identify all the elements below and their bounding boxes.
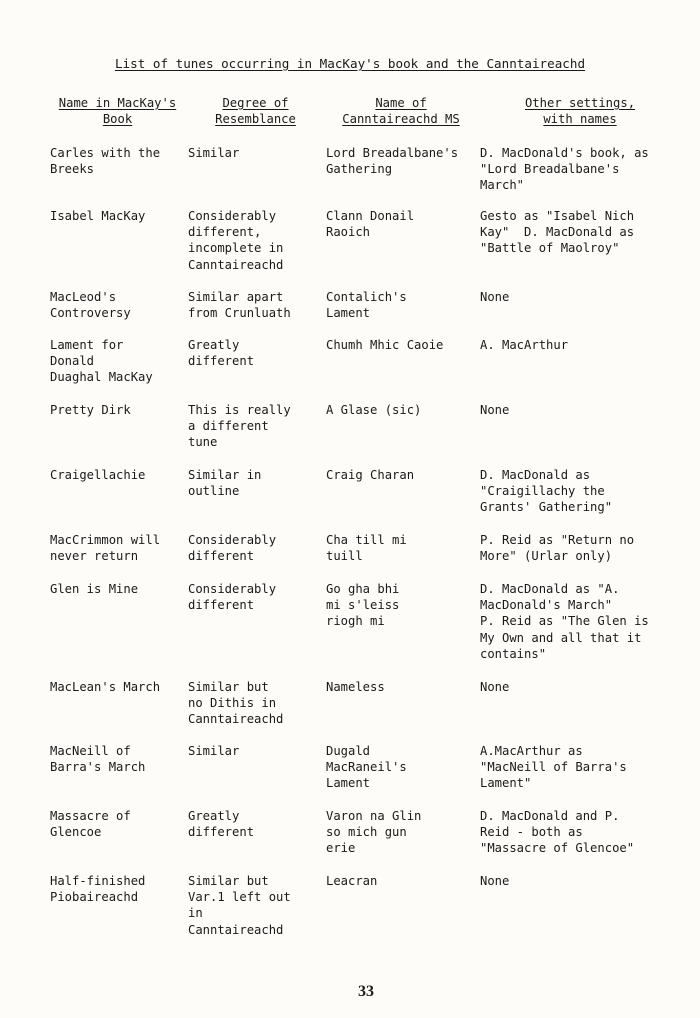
- cell-line: Similar: [188, 744, 240, 758]
- cell-line: MacLean's March: [50, 680, 161, 694]
- cell-line: Canntaireachd: [188, 257, 284, 272]
- cell-canntaireachd: [326, 402, 476, 418]
- cell-line: Chumh Mhic Caoie: [326, 338, 444, 352]
- cell-canntaireachd: [326, 581, 476, 630]
- cell-line: tuill: [326, 549, 363, 564]
- header-resemblance: Degree of Resemblance: [215, 96, 296, 126]
- cell-resemblance: [188, 532, 323, 564]
- cell-canntaireachd: [326, 337, 476, 353]
- cell-canntaireachd: [326, 679, 476, 695]
- cell-line: "MacNeill of Barra's: [480, 760, 627, 775]
- cell-line: from Crunluath: [188, 306, 291, 321]
- cell-line: March": [480, 178, 525, 193]
- cell-other: [480, 208, 680, 257]
- cell-line: Similar but: [188, 874, 269, 888]
- cell-other: [480, 532, 680, 564]
- header-mackay-name: Name in MacKay's Book: [58, 96, 177, 126]
- cell-line: Carles with the: [50, 146, 161, 160]
- cell-canntaireachd: [326, 873, 476, 889]
- cell-line: A Glase (sic): [326, 403, 422, 417]
- cell-line: MacDonald's March": [480, 598, 613, 613]
- cell-line: Duaghal MacKay: [50, 370, 153, 385]
- cell-resemblance: [188, 145, 323, 161]
- cell-line: Leacran: [326, 874, 378, 888]
- cell-other: [480, 289, 680, 305]
- cell-line: Lord Breadalbane's: [326, 146, 459, 160]
- cell-line: different: [188, 825, 255, 840]
- cell-line: More" (Urlar only): [480, 549, 613, 564]
- cell-resemblance: [188, 808, 323, 840]
- cell-line: Lament for: [50, 338, 124, 352]
- cell-line: Considerably: [188, 209, 277, 223]
- cell-line: Considerably: [188, 533, 277, 547]
- cell-line: different: [188, 354, 255, 369]
- cell-resemblance: [188, 743, 323, 759]
- cell-other: [480, 337, 680, 353]
- cell-canntaireachd: [326, 289, 476, 321]
- cell-line: Greatly: [188, 338, 240, 352]
- cell-line: Kay" D. MacDonald as: [480, 225, 635, 240]
- cell-resemblance: [188, 679, 323, 728]
- cell-line: Grants' Gathering": [480, 500, 613, 515]
- cell-line: Isabel MacKay: [50, 209, 146, 223]
- cell-name: [50, 581, 185, 597]
- cell-line: Var.1 left out: [188, 890, 291, 905]
- cell-line: D. MacDonald as: [480, 468, 591, 482]
- cell-name: [50, 743, 185, 775]
- cell-line: different: [188, 549, 255, 564]
- header-canntaireachd-name: Name of Canntaireachd MS: [342, 96, 460, 126]
- cell-line: None: [480, 680, 510, 694]
- cell-line: Go gha bhi: [326, 582, 400, 596]
- cell-line: D. MacDonald's book, as: [480, 146, 649, 160]
- cell-name: [50, 289, 185, 321]
- cell-line: Glencoe: [50, 825, 102, 840]
- cell-resemblance: [188, 581, 323, 613]
- cell-line: Nameless: [326, 680, 385, 694]
- cell-other: [480, 808, 680, 857]
- cell-line: MacLeod's: [50, 290, 117, 304]
- cell-other: [480, 743, 680, 792]
- cell-line: None: [480, 403, 510, 417]
- cell-name: [50, 145, 185, 177]
- cell-line: Massacre of: [50, 809, 131, 823]
- cell-line: "Battle of Maolroy": [480, 241, 620, 256]
- cell-line: Half-finished: [50, 874, 146, 888]
- cell-line: Similar apart: [188, 290, 284, 304]
- cell-line: outline: [188, 484, 240, 499]
- cell-other: [480, 581, 680, 662]
- cell-resemblance: [188, 208, 323, 273]
- cell-line: Glen is Mine: [50, 582, 139, 596]
- cell-line: "Massacre of Glencoe": [480, 841, 635, 856]
- header-other-settings: Other settings, with names: [524, 96, 636, 126]
- cell-line: so mich gun: [326, 825, 407, 840]
- cell-line: tune: [188, 435, 218, 450]
- cell-line: Canntaireachd: [188, 922, 284, 937]
- cell-line: Craig Charan: [326, 468, 415, 482]
- cell-resemblance: [188, 467, 323, 499]
- cell-line: Similar in: [188, 468, 262, 482]
- cell-line: Reid - both as: [480, 825, 583, 840]
- cell-line: Similar but: [188, 680, 269, 694]
- cell-line: Canntaireachd: [188, 712, 284, 727]
- cell-line: Considerably: [188, 582, 277, 596]
- cell-line: incomplete in: [188, 241, 284, 256]
- cell-canntaireachd: [326, 808, 476, 857]
- cell-line: D. MacDonald as "A.: [480, 582, 620, 596]
- cell-name: [50, 402, 185, 418]
- cell-line: A.MacArthur as: [480, 744, 583, 758]
- cell-line: My Own and all that it: [480, 630, 642, 645]
- cell-line: MacRaneil's: [326, 760, 407, 775]
- cell-other: [480, 679, 680, 695]
- cell-line: no Dithis in: [188, 696, 277, 711]
- cell-line: riogh mi: [326, 614, 385, 629]
- cell-canntaireachd: [326, 208, 476, 240]
- cell-line: mi s'leiss: [326, 598, 400, 613]
- cell-line: Barra's March: [50, 760, 146, 775]
- cell-line: Lament: [326, 776, 371, 791]
- cell-canntaireachd: [326, 532, 476, 564]
- cell-name: [50, 808, 185, 840]
- cell-line: Clann Donail: [326, 209, 415, 223]
- cell-line: erie: [326, 841, 356, 856]
- cell-line: Contalich's: [326, 290, 407, 304]
- cell-resemblance: [188, 873, 323, 938]
- cell-canntaireachd: [326, 743, 476, 792]
- cell-line: MacCrimmon will: [50, 533, 161, 547]
- page-number: 33: [358, 983, 374, 1000]
- cell-line: Controversy: [50, 306, 131, 321]
- cell-resemblance: [188, 402, 323, 451]
- cell-line: Similar: [188, 146, 240, 160]
- cell-line: None: [480, 290, 510, 304]
- cell-other: [480, 145, 680, 194]
- cell-line: Lament": [480, 776, 532, 791]
- cell-name: [50, 337, 185, 386]
- cell-line: Cha till mi: [326, 533, 407, 547]
- cell-line: Gesto as "Isabel Nich: [480, 209, 635, 223]
- cell-name: [50, 679, 185, 695]
- cell-line: Lament: [326, 306, 371, 321]
- cell-line: never return: [50, 549, 139, 564]
- cell-line: D. MacDonald and P.: [480, 809, 620, 823]
- page-title: List of tunes occurring in MacKay's book and the Canntaireachd: [114, 56, 586, 71]
- cell-resemblance: [188, 337, 323, 369]
- cell-name: [50, 532, 185, 564]
- cell-line: P. Reid as "The Glen is: [480, 614, 649, 629]
- cell-line: Craigellachie: [50, 468, 146, 482]
- cell-line: Piobaireachd: [50, 890, 139, 905]
- cell-line: Breeks: [50, 162, 95, 177]
- cell-line: Pretty Dirk: [50, 403, 131, 417]
- cell-canntaireachd: [326, 145, 476, 177]
- cell-line: contains": [480, 646, 547, 661]
- cell-line: Greatly: [188, 809, 240, 823]
- cell-line: MacNeill of: [50, 744, 131, 758]
- cell-line: P. Reid as "Return no: [480, 533, 635, 547]
- cell-line: This is really: [188, 403, 291, 417]
- cell-name: [50, 467, 185, 483]
- cell-name: [50, 873, 185, 905]
- cell-line: Gathering: [326, 162, 393, 177]
- cell-line: Donald: [50, 354, 95, 369]
- cell-line: a different: [188, 419, 269, 434]
- cell-line: Varon na Glin: [326, 809, 422, 823]
- cell-other: [480, 873, 680, 889]
- cell-line: "Lord Breadalbane's: [480, 162, 620, 177]
- cell-other: [480, 402, 680, 418]
- cell-line: A. MacArthur: [480, 338, 569, 352]
- cell-line: Dugald: [326, 744, 371, 758]
- cell-name: [50, 208, 185, 224]
- cell-line: different,: [188, 225, 262, 240]
- cell-other: [480, 467, 680, 516]
- cell-line: different: [188, 598, 255, 613]
- cell-line: in: [188, 906, 203, 921]
- cell-canntaireachd: [326, 467, 476, 483]
- cell-line: None: [480, 874, 510, 888]
- cell-line: "Craigillachy the: [480, 484, 605, 499]
- cell-line: Raoich: [326, 225, 371, 240]
- cell-resemblance: [188, 289, 323, 321]
